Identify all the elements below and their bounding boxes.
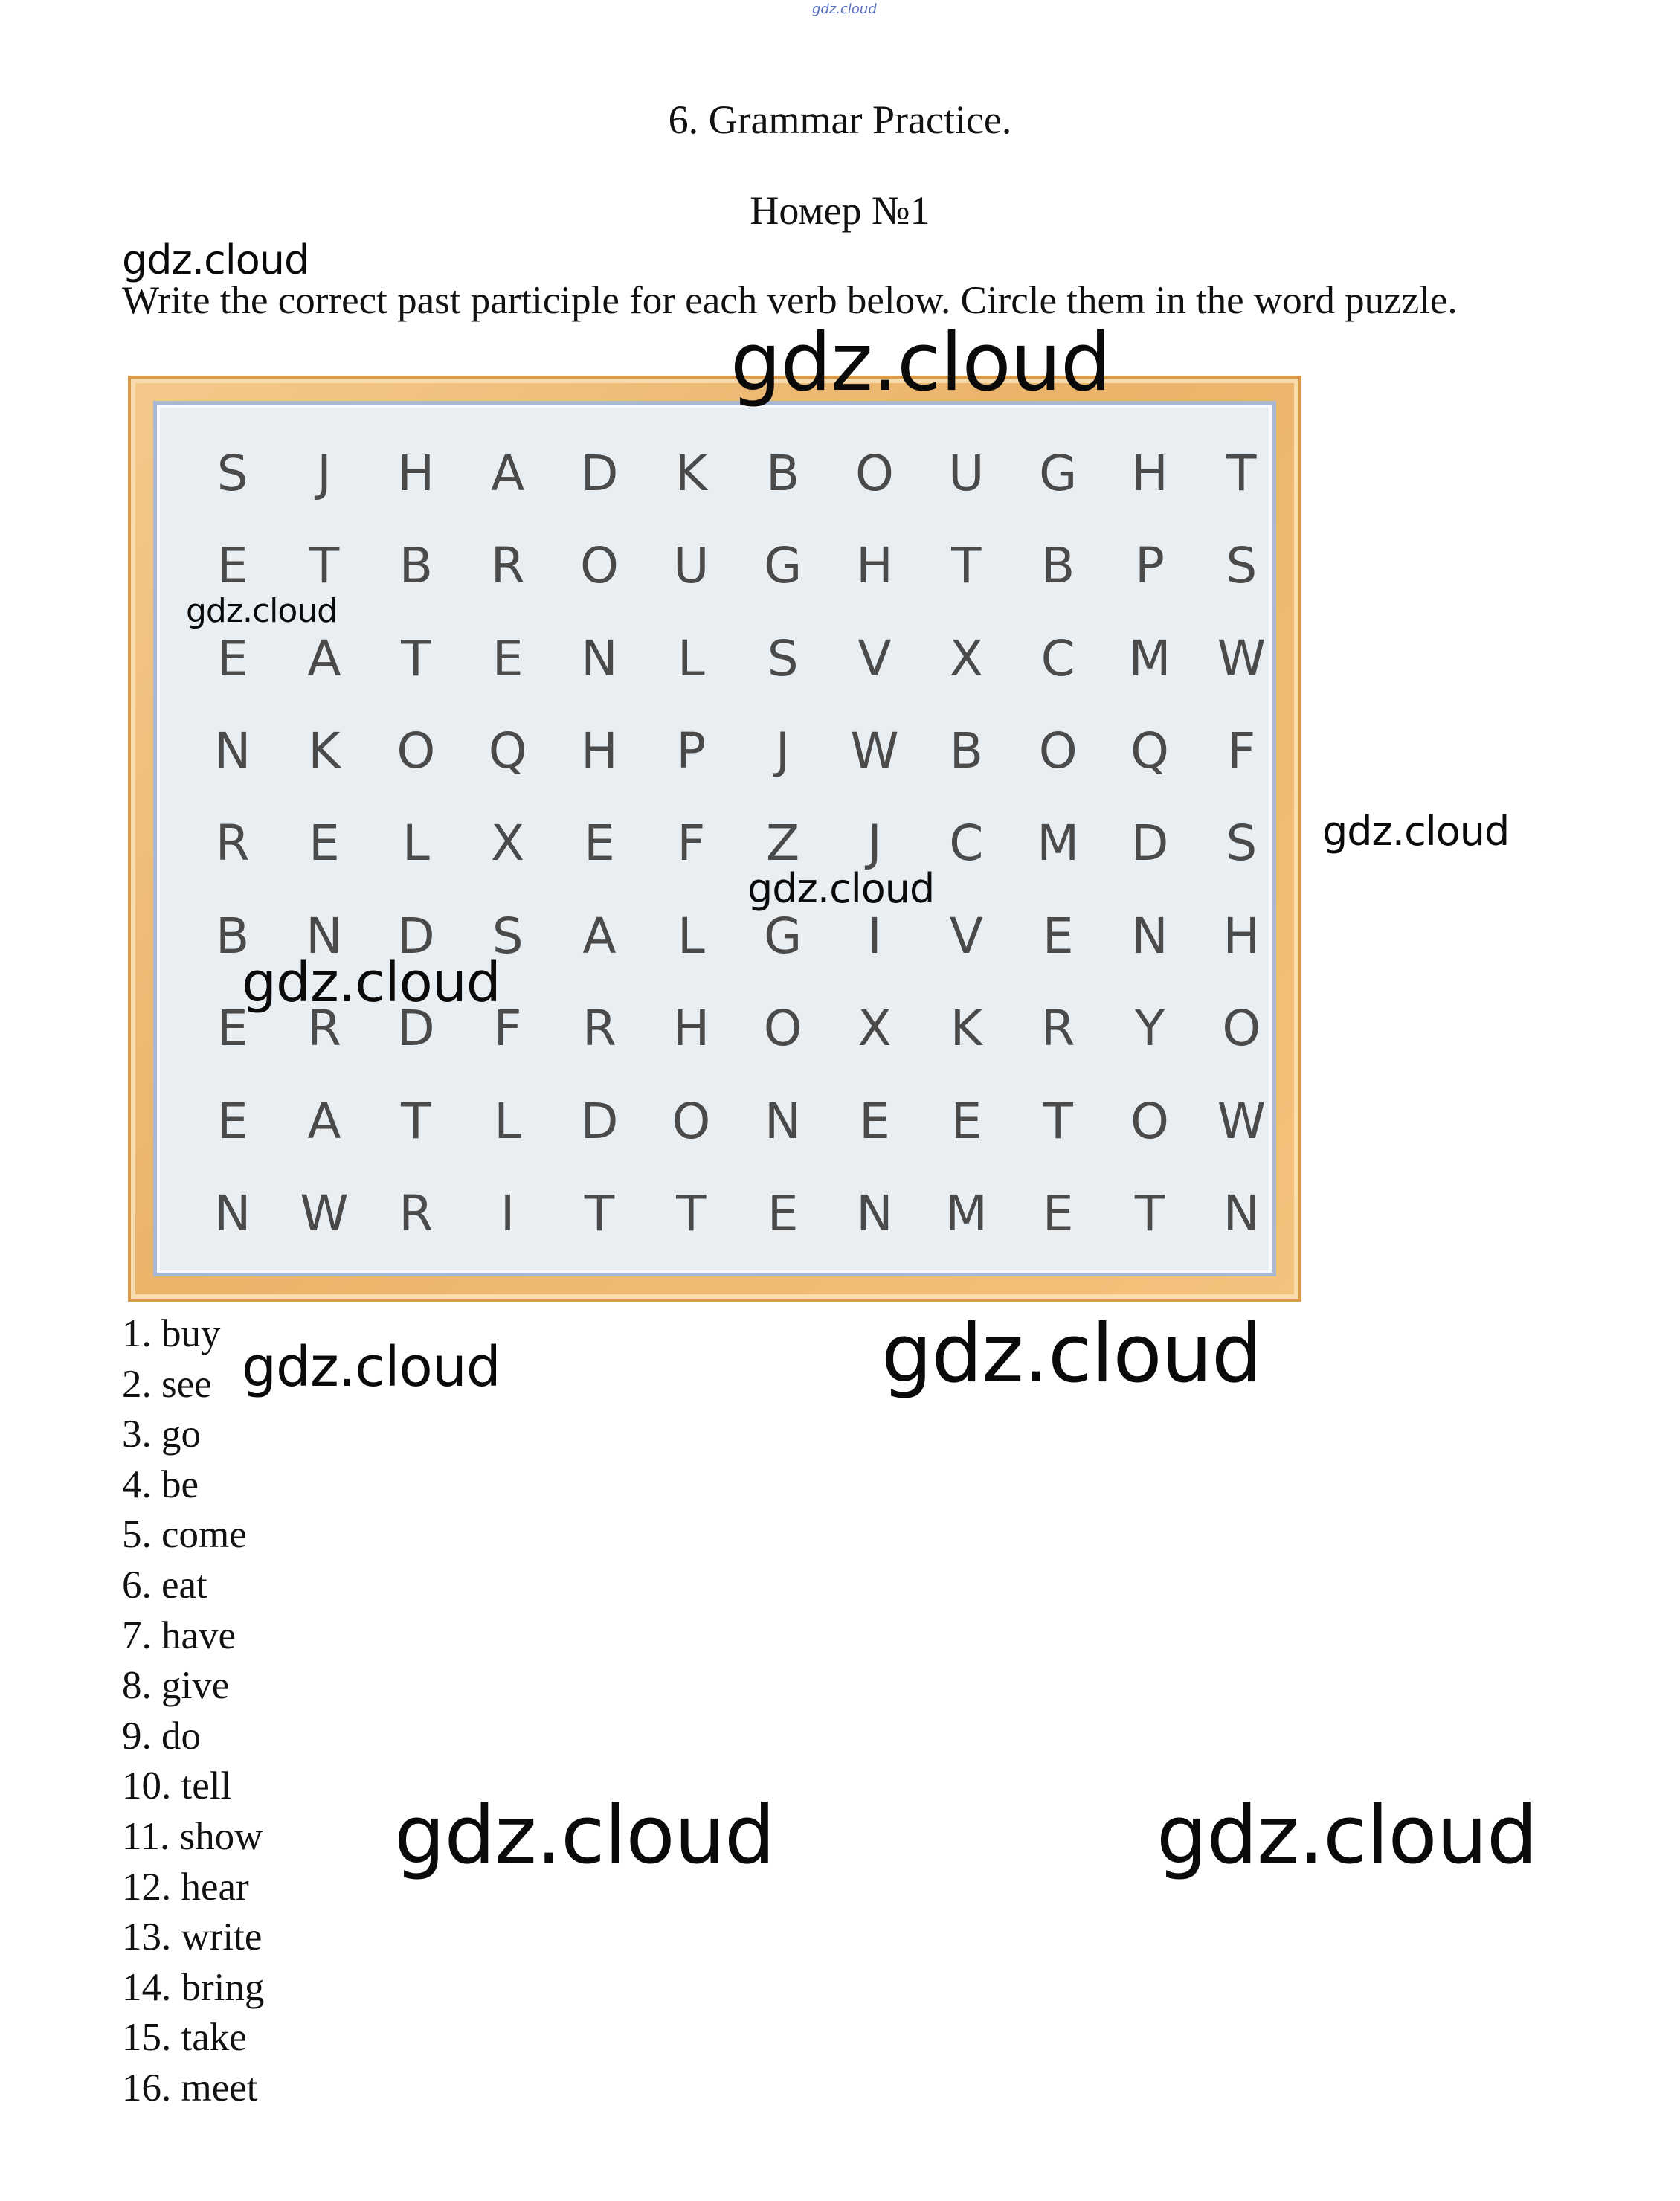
puzzle-letter: Z [766, 814, 800, 873]
puzzle-letter: C [949, 814, 984, 873]
puzzle-letter: G [1039, 444, 1078, 502]
puzzle-letter: E [309, 814, 340, 873]
puzzle-letter: O [580, 537, 619, 595]
puzzle-letter: X [857, 1000, 892, 1058]
puzzle-letter: S [1226, 537, 1258, 595]
puzzle-letter: R [1040, 1000, 1075, 1058]
puzzle-letter: D [1130, 814, 1169, 873]
puzzle-letter: T [1043, 1092, 1073, 1150]
word-puzzle-frame [128, 376, 1301, 1302]
puzzle-letter: A [307, 629, 341, 687]
puzzle-letter: B [1041, 537, 1075, 595]
puzzle-letter: B [766, 444, 800, 502]
puzzle-letter: A [582, 907, 617, 965]
puzzle-letter: J [867, 814, 882, 873]
puzzle-letter: L [494, 1092, 522, 1150]
puzzle-letter: O [763, 1000, 802, 1058]
puzzle-letter: O [1038, 722, 1078, 780]
puzzle-letter: S [1226, 814, 1258, 873]
puzzle-letter: M [1037, 814, 1080, 873]
puzzle-letter: E [1042, 1185, 1074, 1243]
puzzle-letter: T [584, 1185, 615, 1243]
top-watermark: gdz.cloud [812, 1, 877, 17]
puzzle-letter: E [492, 629, 524, 687]
verb-list-item: 16. meet [122, 2066, 258, 2110]
puzzle-letter: M [1128, 629, 1171, 687]
puzzle-letter: E [859, 1092, 890, 1150]
puzzle-letter: S [492, 907, 524, 965]
puzzle-letter: T [1134, 1185, 1165, 1243]
watermark: gdz.cloud [186, 592, 338, 630]
puzzle-letter: H [1223, 907, 1261, 965]
puzzle-letter: E [216, 537, 248, 595]
puzzle-letter: O [396, 722, 436, 780]
verb-list-item: 13. write [122, 1915, 263, 1959]
verb-list-item: 1. buy [122, 1312, 221, 1355]
puzzle-letter: L [677, 629, 705, 687]
puzzle-letter: E [1042, 907, 1074, 965]
puzzle-letter: N [213, 1185, 251, 1243]
watermark: gdz.cloud [394, 1789, 775, 1882]
puzzle-letter: T [309, 537, 340, 595]
puzzle-letter: T [951, 537, 982, 595]
puzzle-letter: N [856, 1185, 893, 1243]
puzzle-letter: P [1135, 537, 1165, 595]
verb-list-item: 2. see [122, 1362, 212, 1406]
puzzle-letter: E [767, 1185, 799, 1243]
verb-list-item: 3. go [122, 1413, 201, 1456]
puzzle-letter: T [401, 1092, 431, 1150]
puzzle-letter: W [300, 1185, 349, 1243]
puzzle-letter: A [491, 444, 525, 502]
puzzle-letter: X [491, 814, 525, 873]
verb-list-item: 9. do [122, 1714, 201, 1758]
puzzle-letter: N [1131, 907, 1168, 965]
watermark: gdz.cloud [242, 1335, 501, 1399]
puzzle-letter: Q [488, 722, 527, 780]
puzzle-letter: W [1217, 1092, 1266, 1150]
page-subtitle: Номер №1 [750, 188, 930, 233]
puzzle-letter: J [317, 444, 332, 502]
puzzle-letter: E [950, 1092, 982, 1150]
watermark: gdz.cloud [1156, 1789, 1537, 1882]
puzzle-letter: W [1217, 629, 1266, 687]
puzzle-letter: N [213, 722, 251, 780]
verb-list-item: 7. have [122, 1613, 236, 1657]
puzzle-letter: R [307, 1000, 341, 1058]
verb-list [122, 1309, 264, 2114]
puzzle-letter: V [857, 629, 892, 687]
puzzle-letter: L [402, 814, 430, 873]
puzzle-letter: B [216, 907, 250, 965]
puzzle-letter: T [1226, 444, 1257, 502]
puzzle-letter: D [396, 1000, 435, 1058]
puzzle-letter: L [677, 907, 705, 965]
puzzle-letter: K [675, 444, 707, 502]
puzzle-letter: Q [1130, 722, 1169, 780]
verb-list-item: 10. tell [122, 1764, 232, 1808]
puzzle-letter: F [1227, 722, 1256, 780]
verb-list-item: 6. eat [122, 1563, 207, 1607]
puzzle-letter: O [672, 1092, 711, 1150]
watermark: gdz.cloud [122, 237, 309, 283]
puzzle-letter: E [584, 814, 615, 873]
puzzle-letter: T [676, 1185, 707, 1243]
puzzle-letter: R [399, 1185, 434, 1243]
puzzle-letter: J [775, 722, 791, 780]
verb-list-item: 12. hear [122, 1865, 249, 1909]
puzzle-letter: H [397, 444, 435, 502]
page-title: 6. Grammar Practice. [668, 97, 1012, 142]
puzzle-letter: H [856, 537, 893, 595]
puzzle-letter: M [944, 1185, 988, 1243]
word-puzzle-board [153, 401, 1276, 1276]
puzzle-letter: B [949, 722, 983, 780]
puzzle-letter: F [677, 814, 706, 873]
verb-list-item: 15. take [122, 2016, 247, 2060]
puzzle-letter: A [307, 1092, 341, 1150]
watermark: gdz.cloud [1322, 808, 1510, 855]
verb-list-item: 11. show [122, 1814, 263, 1858]
puzzle-letter: X [949, 629, 983, 687]
puzzle-letter: R [582, 1000, 617, 1058]
puzzle-letter: F [493, 1000, 522, 1058]
puzzle-letter: O [1130, 1092, 1169, 1150]
puzzle-letter: R [215, 814, 250, 873]
verb-list-item: 14. bring [122, 1965, 265, 2009]
word-puzzle-grid [187, 427, 1287, 1260]
puzzle-letter: V [949, 907, 983, 965]
puzzle-letter: O [1222, 1000, 1261, 1058]
watermark: gdz.cloud [881, 1308, 1262, 1401]
puzzle-letter: C [1040, 629, 1075, 687]
puzzle-letter: N [1223, 1185, 1261, 1243]
watermark: gdz.cloud [242, 951, 501, 1015]
puzzle-letter: K [950, 1000, 982, 1058]
puzzle-letter: N [306, 907, 343, 965]
puzzle-letter: T [401, 629, 431, 687]
puzzle-letter: U [948, 444, 985, 502]
puzzle-letter: U [673, 537, 709, 595]
puzzle-letter: H [672, 1000, 710, 1058]
puzzle-letter: E [216, 1092, 248, 1150]
watermark: gdz.cloud [747, 865, 935, 912]
puzzle-letter: S [216, 444, 248, 502]
puzzle-letter: R [490, 537, 525, 595]
puzzle-letter: N [764, 1092, 802, 1150]
puzzle-letter: D [580, 1092, 619, 1150]
puzzle-letter: N [581, 629, 618, 687]
puzzle-letter: W [850, 722, 899, 780]
watermark: gdz.cloud [730, 316, 1111, 409]
puzzle-letter: Y [1134, 1000, 1165, 1058]
verb-list-item: 4. be [122, 1462, 199, 1506]
puzzle-letter: O [855, 444, 894, 502]
puzzle-letter: D [396, 907, 435, 965]
puzzle-letter: E [216, 1000, 248, 1058]
puzzle-letter: B [399, 537, 433, 595]
puzzle-letter: E [216, 629, 248, 687]
verb-list-item: 5. come [122, 1513, 247, 1557]
puzzle-letter: S [767, 629, 799, 687]
puzzle-letter: H [581, 722, 618, 780]
verb-list-item: 8. give [122, 1664, 230, 1708]
puzzle-letter: I [867, 907, 882, 965]
instructions-text: Write the correct past participle for each verb below. Circle them in the word puzzle. [122, 279, 1458, 322]
puzzle-letter: G [764, 907, 802, 965]
puzzle-letter: K [308, 722, 341, 780]
puzzle-letter: G [764, 537, 802, 595]
puzzle-letter: I [500, 1185, 515, 1243]
puzzle-letter: D [580, 444, 619, 502]
puzzle-letter: P [676, 722, 707, 780]
puzzle-letter: H [1131, 444, 1168, 502]
